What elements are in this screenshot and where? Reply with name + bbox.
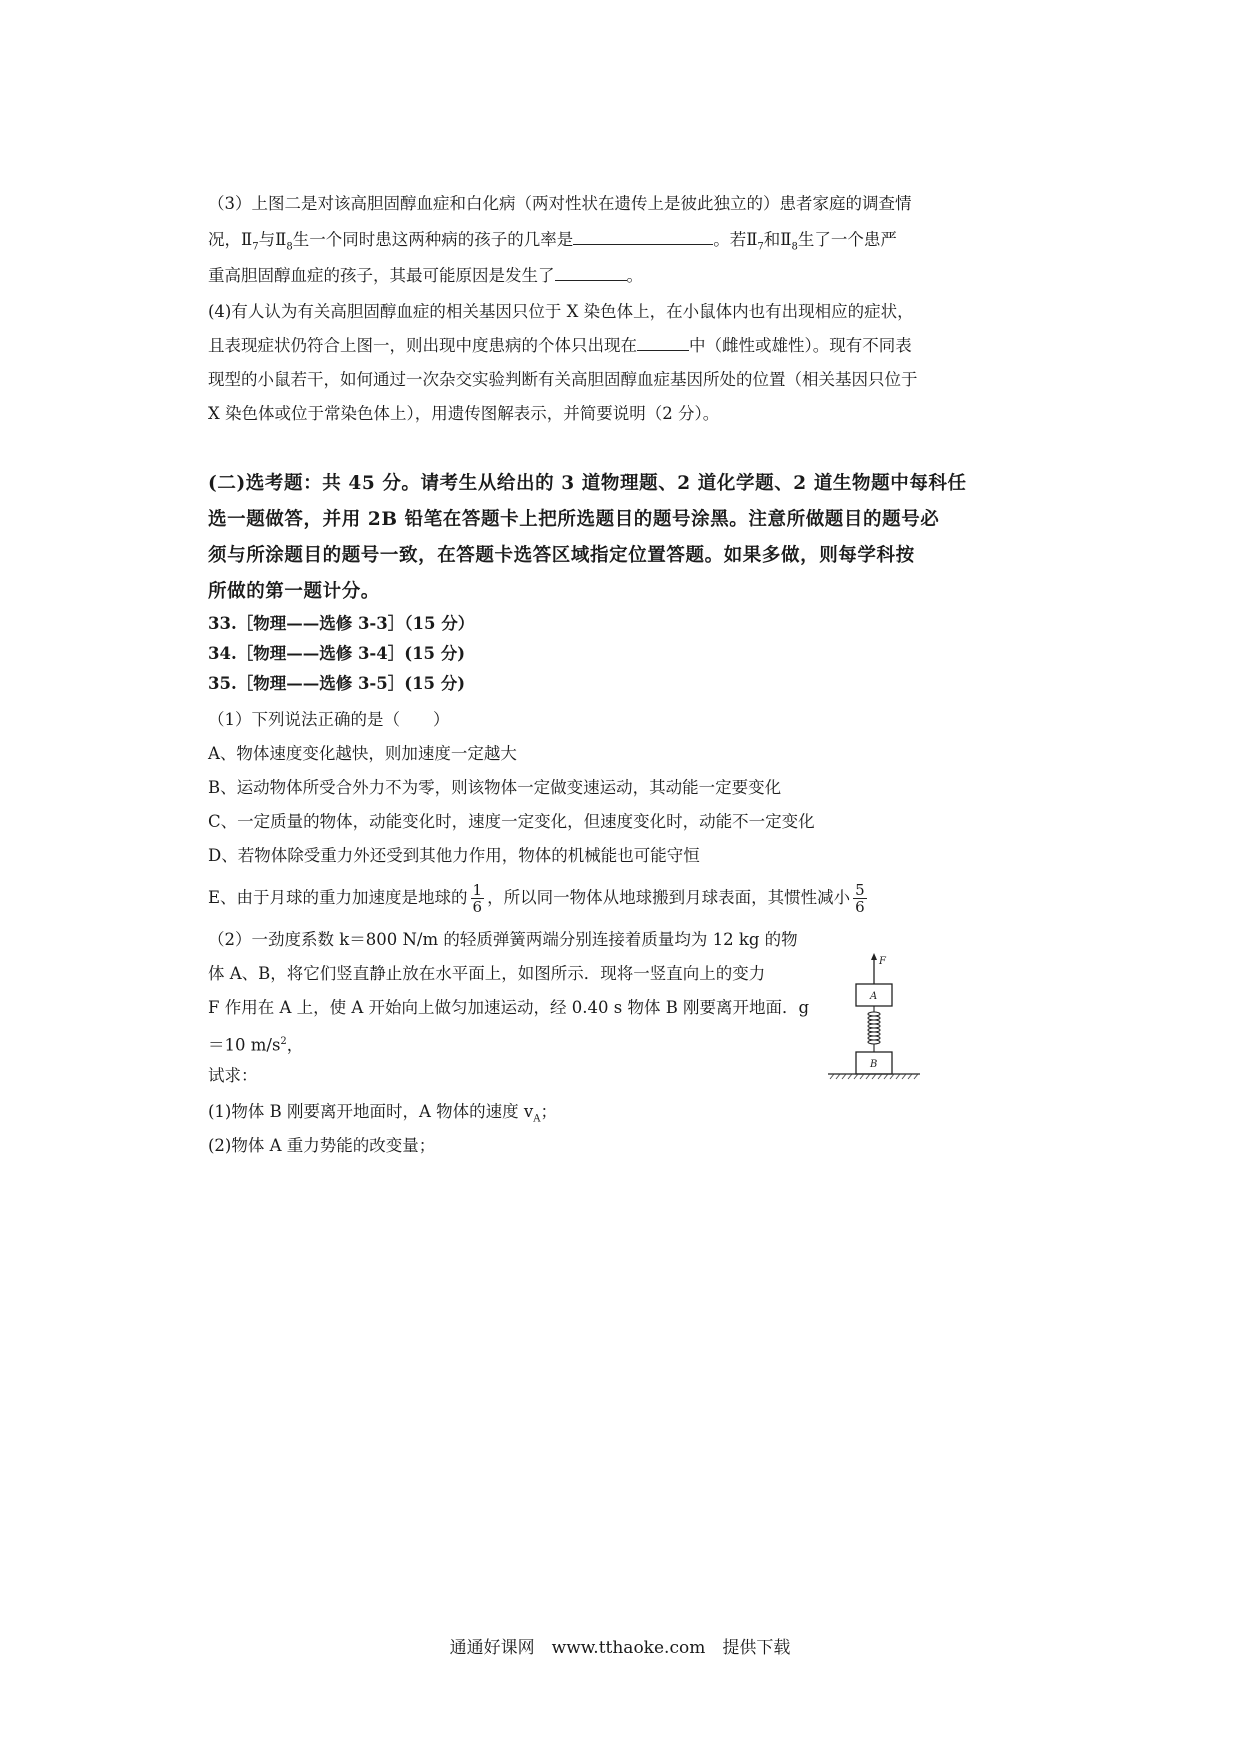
section2-line-2: 选一题做答，并用 2B 铅笔在答题卡上把所选题目的题号涂黑。注意所做题目的题号必	[208, 509, 940, 530]
q2-line-2: 体 A、B，将它们竖直静止放在水平面上，如图所示．现将一竖直向上的变力	[208, 964, 766, 983]
mc-option-b: B、运动物体所受合外力不为零，则该物体一定做变速运动，其动能一定要变化	[208, 778, 782, 797]
mc-option-a: A、物体速度变化越快，则加速度一定越大	[208, 744, 517, 763]
q3-line-1: （3）上图二是对该高胆固醇血症和白化病（两对性状在遗传上是彼此独立的）患者家庭的调查情	[208, 194, 912, 213]
heading-35: 35.［物理——选修 3-5］(15 分)	[208, 674, 466, 693]
q4-line-3: 现型的小鼠若干，如何通过一次杂交实验判断有关高胆固醇血症基因所处的位置（相关基因只位于	[208, 370, 918, 389]
ground-hatch-icon	[830, 1074, 918, 1079]
mc-option-c: C、一定质量的物体，动能变化时，速度一定变化，但速度变化时，动能不一定变化	[208, 812, 815, 831]
force-arrowhead-icon	[871, 953, 877, 960]
q3-line-2: 况，$Ⅱ_7$与$Ⅱ_8$生一个同时患这两种病的孩子的几率是 。若$Ⅱ_7$和$Ⅱ_8$生了一个患严	[208, 230, 897, 253]
answer-blank-sex[interactable]	[637, 336, 689, 351]
fraction-five-sixths: $\frac{5}{6}$	[855, 881, 865, 916]
spring-icon	[868, 1006, 880, 1052]
fraction-one-sixth: $\frac{1}{6}$	[472, 881, 483, 916]
q4-line-4: X 染色体或位于常染色体上），用遗传图解表示，并简要说明（2 分）。	[208, 404, 720, 423]
footer-source: 通通好课网 www.tthaoke.com 提供下载	[449, 1638, 791, 1658]
force-label: F	[879, 956, 886, 967]
spring-blocks-figure	[826, 952, 922, 1092]
section2-line-1: (二)选考题：共 45 分。请考生从给出的 3 道物理题、2 道化学题、2 道生物题中每科任	[208, 473, 967, 494]
q3-line-3: 重高胆固醇血症的孩子，其最可能原因是发生了 。	[208, 266, 643, 285]
q4-line-2: 且表现症状仍符合上图一，则出现中度患病的个体只出现在 中（雌性或雄性）。现有不同表	[208, 336, 912, 355]
mc-stem: （1）下列说法正确的是（ ）	[208, 710, 450, 729]
q2-line-1: （2）一劲度系数 k＝800 N/m 的轻质弹簧两端分别连接着质量均为 12 kg 的物	[208, 930, 798, 949]
section2-line-4: 所做的第一题计分。	[208, 581, 380, 602]
q2-line-4: ＝10 $m/s^2$，	[208, 1035, 304, 1055]
q4-line-1: (4)有人认为有关高胆固醇血症的相关基因只位于 X 染色体上，在小鼠体内也有出现相应的症状，	[208, 302, 914, 321]
block-a-label: A	[870, 991, 878, 1002]
q2-line-7: (2)物体 A 重力势能的改变量；	[208, 1136, 436, 1155]
block-b-label: B	[870, 1059, 878, 1070]
q2-line-5: 试求：	[208, 1066, 258, 1085]
q2-line-3: F 作用在 A 上，使 A 开始向上做匀加速运动，经 0.40 s 物体 B 刚要离开地面．g	[208, 998, 810, 1017]
q2-line-6: (1)物体 B 刚要离开地面时，A 物体的速度 $v_A$；	[208, 1102, 557, 1125]
answer-blank-probability[interactable]	[573, 230, 713, 245]
section2-line-3: 须与所涂题目的题号一致，在答题卡选答区域指定位置答题。如果多做，则每学科按	[208, 545, 915, 566]
heading-33: 33.［物理——选修 3-3］（15 分）	[208, 614, 475, 633]
mc-option-e: E、由于月球的重力加速度是地球的 $\frac{1}{6}$ ，所以同一物体从地球搬到月球表面，其惯性减小 $\frac{5}{6}$	[208, 881, 865, 916]
answer-blank-cause[interactable]	[555, 266, 627, 281]
mc-option-d: D、若物体除受重力外还受到其他力作用，物体的机械能也可能守恒	[208, 846, 700, 865]
heading-34: 34.［物理——选修 3-4］(15 分)	[208, 644, 466, 663]
